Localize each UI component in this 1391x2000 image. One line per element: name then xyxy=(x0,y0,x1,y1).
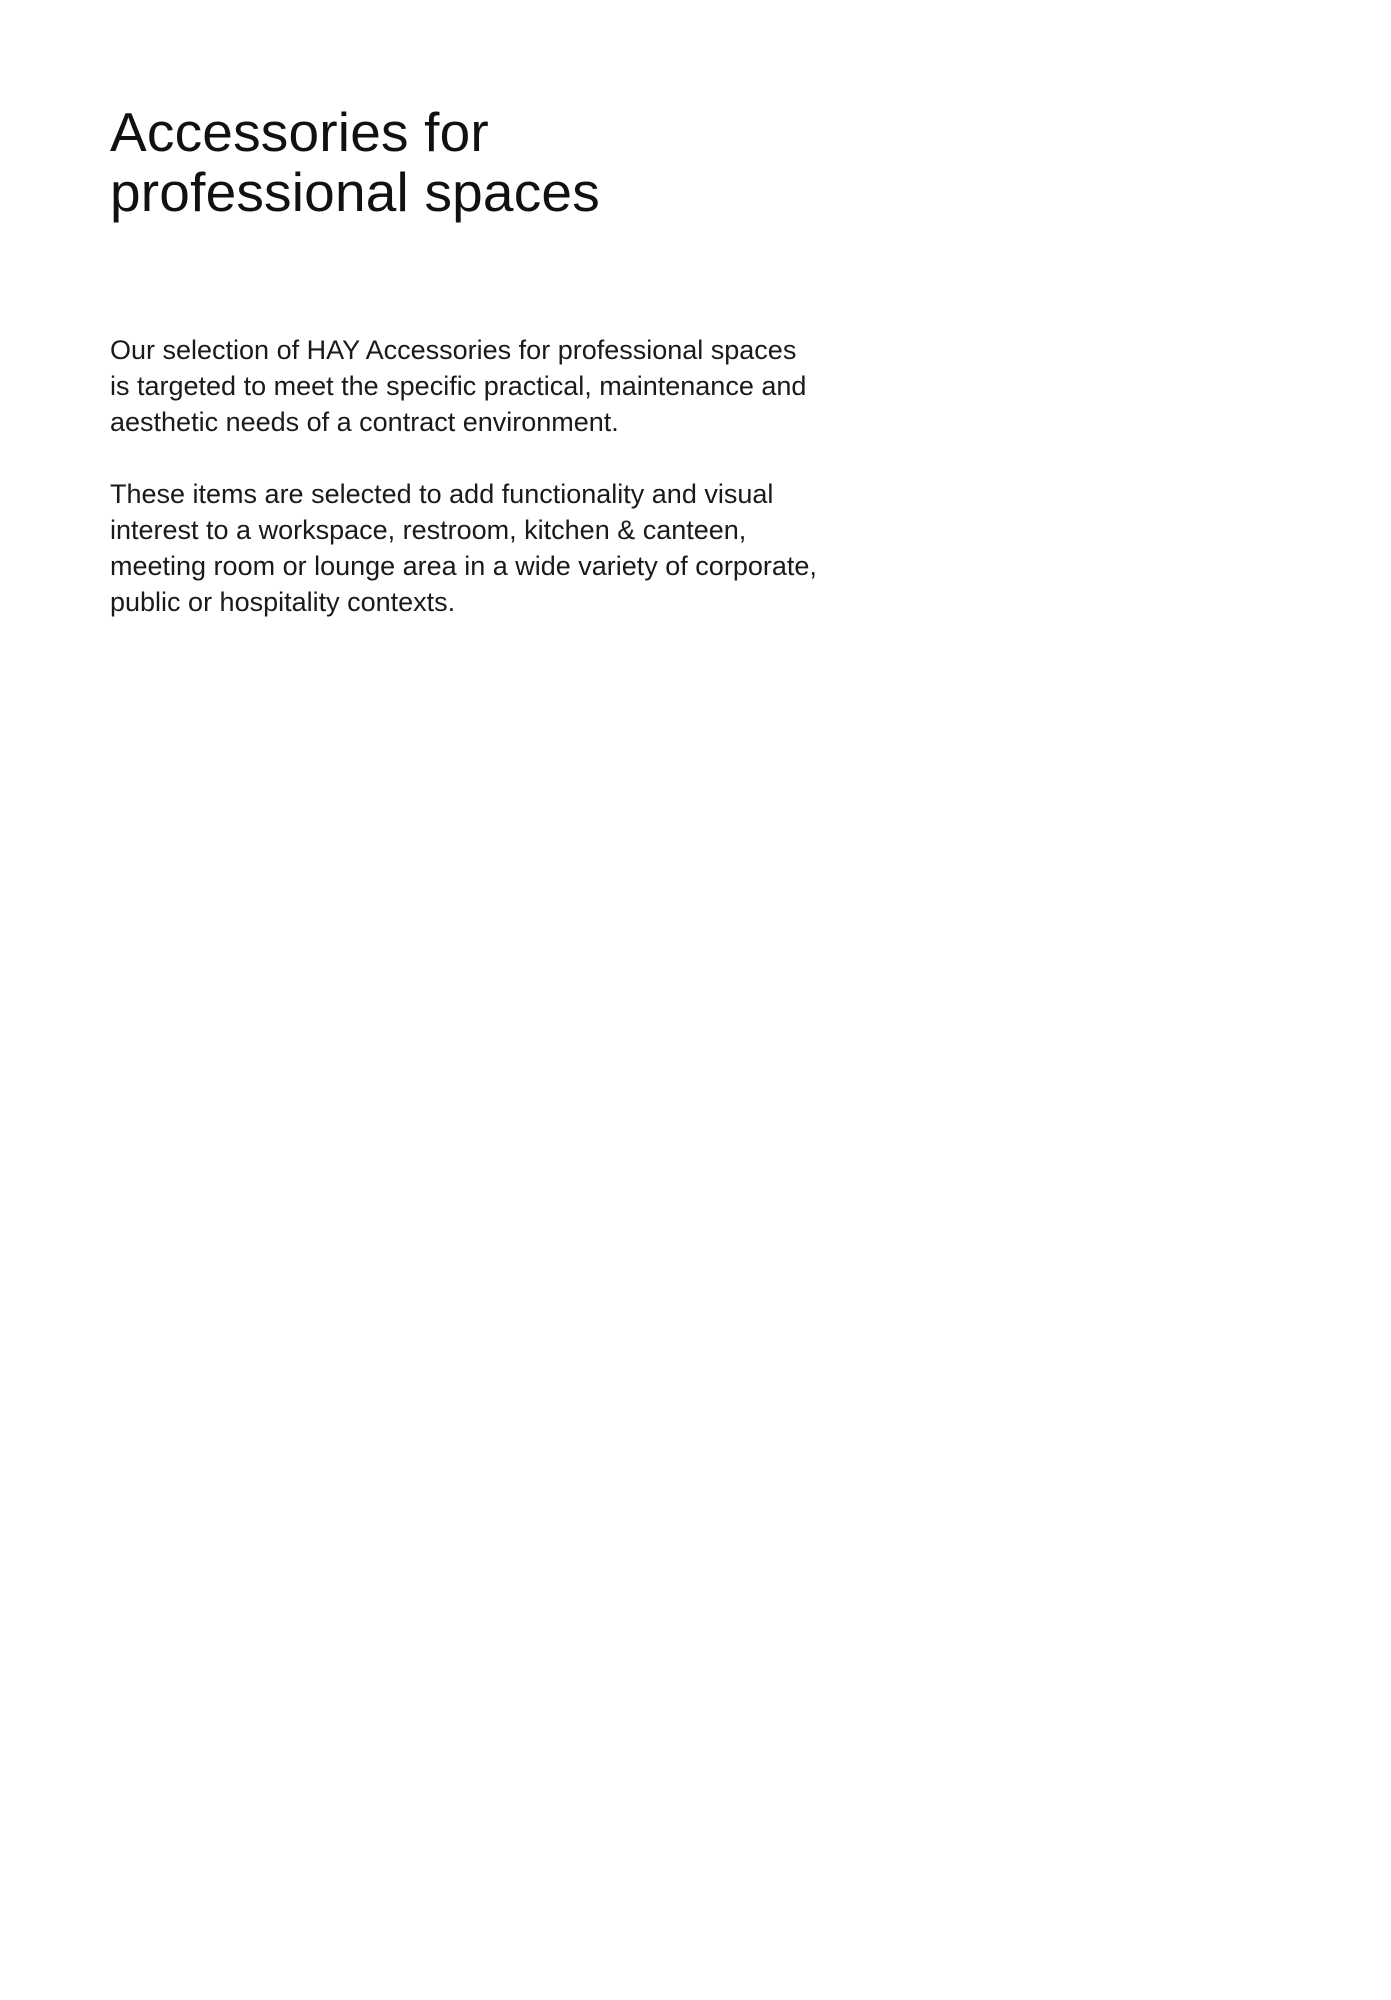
body-text xyxy=(110,332,910,620)
paragraph-line: is targeted to meet the specific practical, maintenance and xyxy=(110,371,807,401)
page-title xyxy=(110,102,910,222)
page-content xyxy=(110,102,910,620)
page-title-line: professional spaces xyxy=(110,161,600,223)
paragraph-line: interest to a workspace, restroom, kitchen & canteen, xyxy=(110,515,747,545)
detail-paragraph xyxy=(110,476,910,620)
paragraph-line: public or hospitality contexts. xyxy=(110,587,456,617)
intro-paragraph xyxy=(110,332,910,440)
paragraph-line: These items are selected to add functionality and visual xyxy=(110,479,774,509)
paragraph-line: aesthetic needs of a contract environment. xyxy=(110,407,619,437)
paragraph-line: meeting room or lounge area in a wide variety of corporate, xyxy=(110,551,817,581)
page-title-line: Accessories for xyxy=(110,101,489,163)
paragraph-line: Our selection of HAY Accessories for professional spaces xyxy=(110,335,797,365)
